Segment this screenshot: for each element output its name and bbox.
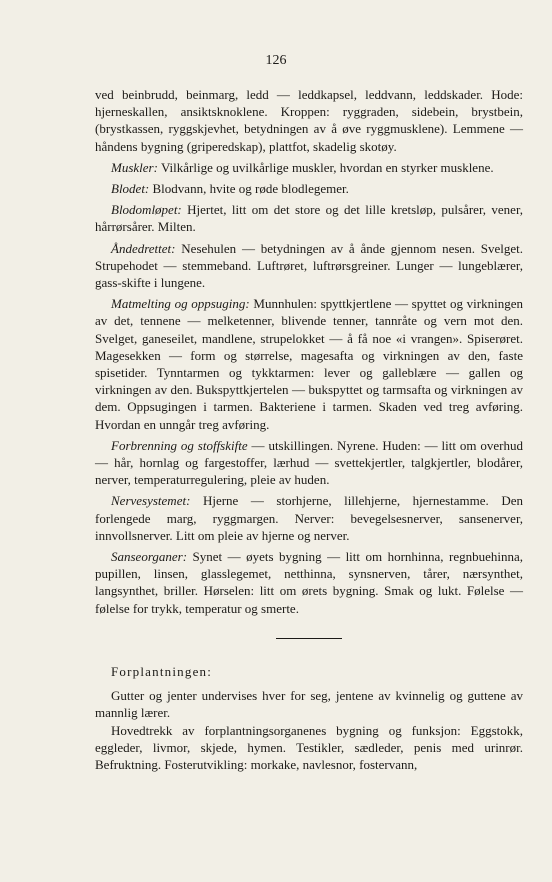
paragraph-forbrenning bbox=[95, 437, 523, 489]
section-title-andedrettet: Åndedrettet: bbox=[111, 240, 176, 256]
section-text-forbrenning: — utskillingen. Nyrene. Huden: — litt om overhud — hår, hornlag og fargestoffer, lærhud — svettekjertler, talgkjertler, blodårer, nerver, temperaturregulering, pleie av huden. bbox=[95, 437, 523, 488]
forplantning-section bbox=[95, 663, 523, 773]
section-title-matmelting: Matmelting og oppsuging: bbox=[111, 296, 250, 312]
section-heading-forplantningen: Forplantningen: bbox=[111, 663, 213, 679]
section-text-blodet: Blodvann, hvite og røde blodlegemer. bbox=[149, 181, 349, 197]
section-title-muskler: Muskler: bbox=[111, 159, 158, 175]
paragraph-blodomlopet bbox=[95, 201, 523, 235]
paragraph-skeleton: ved beinbrudd, beinmarg, ledd — leddkapsel, leddvann, leddskader. Hode: hjerneskallen, ansiktsknoklene. Kroppen: ryggraden, sidebein, brystbein, (brystkassen, ryggskjevhet, betydningen av å øve ryggmusklene). Lemmene — håndens bygning (griperedskap), plattfot, skadelig skotøy. bbox=[95, 87, 523, 154]
paragraph-matmelting bbox=[95, 295, 523, 433]
paragraph-andedrettet bbox=[95, 240, 523, 292]
section-title-blodomlopet: Blodomløpet: bbox=[111, 202, 182, 218]
section-title-blodet: Blodet: bbox=[111, 181, 150, 197]
section-text-muskler: Vilkårlige og uvilkårlige muskler, hvordan en styrker musklene. bbox=[157, 159, 494, 175]
page-number: 126 bbox=[265, 53, 287, 68]
section-title-sanseorganer: Sanseorganer: bbox=[111, 549, 188, 565]
section-text-matmelting: Munnhulen: spyttkjertlene — spyttet og virkningen av det, tennene — melketenner, blivende tenner, tannråte og vern mot den. Svelget, ganeseilet, mandlene, strupelokket — å få noe «i vrangen». Spiserøret. Magesekken — form og størrelse, magesafta og virkningen av den, faste spisetider. Tynntarmen og tykktarmen: lever og galleblære — gallen og virkningen av den. Bukspyttkjertelen — bukspyttet og tarmsafta og virkningen av dem. Oppsugingen i tarmen. Bakteriene i tarmen. Skaden ved treg avføring. Hvordan en unngår treg avføring. bbox=[95, 296, 523, 432]
paragraph-nervesystemet bbox=[95, 492, 523, 544]
section-text-sanseorganer: Synet — øyets bygning — litt om hornhinna, regnbuehinna, pupillen, linsen, glasslegemet, netthinna, synsnerven, tårer, nærsynthet, langsynthet, briller. Hørselen: litt om ørets bygning. Smak og lukt. Følelse — følelse for trykk, temperatur og smerte. bbox=[95, 549, 523, 616]
paragraph-forplantningsorganer: Hovedtrekk av forplantningsorganenes bygning og funksjon: Eggstokk, eggleder, livmor, skjede, hymen. Testikler, sædleder, penis med urinrør. Befruktning. Fosterutvikling: morkake, navlesnor, fostervann, bbox=[95, 722, 523, 772]
paragraph-sanseorganer bbox=[95, 548, 523, 617]
section-text-andedrettet: Nesehulen — betydningen av å ånde gjennom nesen. Svelget. Strupehodet — stemmeband. Luftrøret, luftrørsgreiner. Lunger — lungeblærer, gass-skifte i lungene. bbox=[95, 240, 523, 291]
section-title-forbrenning: Forbrenning og stoffskifte bbox=[111, 437, 248, 453]
body-text bbox=[95, 86, 523, 773]
section-divider bbox=[276, 638, 342, 639]
section-text-nervesystemet: Hjerne — storhjerne, lillehjerne, hjernestamme. Den forlengede marg, ryggmargen. Nerver: bevegelsesnerver, sansenerver, innvollsnerver. Litt om pleie av hjerne og nerver. bbox=[95, 493, 523, 543]
paragraph-undervisning: Gutter og jenter undervises hver for seg, jentene av kvinnelig og guttene av mannlig lærer. bbox=[95, 688, 523, 721]
paragraph-muskler bbox=[95, 159, 523, 176]
paragraph-blodet bbox=[95, 180, 523, 197]
section-text-blodomlopet: Hjertet, litt om det store og det lille kretsløp, pulsårer, vener, hårrørsårer. Milten. bbox=[95, 202, 523, 235]
section-title-nervesystemet: Nervesystemet: bbox=[111, 493, 191, 509]
